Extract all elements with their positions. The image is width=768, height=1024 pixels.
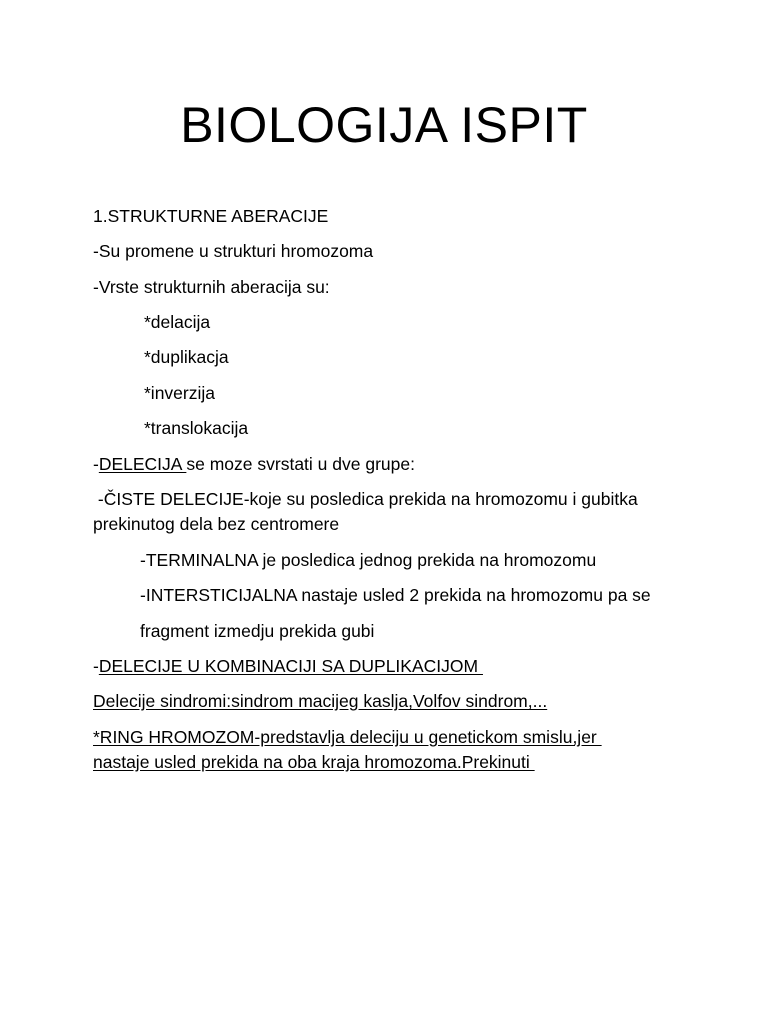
underlined-text: *RING HROMOZOM-predstavlja deleciju u genetickom smislu,jer: [93, 727, 602, 747]
text-line: -ČISTE DELECIJE-koje su posledica prekida na hromozomu i gubitka: [93, 489, 638, 509]
list-item: *inverzija: [144, 383, 215, 403]
heading-structural-aberrations: 1.STRUKTURNE ABERACIJE: [93, 206, 329, 226]
text-line: -Vrste strukturnih aberacija su:: [93, 277, 330, 297]
text-line: -Su promene u strukturi hromozoma: [93, 241, 374, 261]
document-title: BIOLOGIJA ISPIT: [180, 97, 588, 153]
underlined-term: DELECIJA: [98, 454, 187, 474]
text-line: [93, 453, 415, 475]
text-line: [93, 690, 547, 712]
underlined-text: nastaje usled prekida na oba kraja hromozoma.Prekinuti: [93, 752, 535, 772]
text-line: prekinutog dela bez centromere: [93, 514, 340, 534]
underlined-text: Delecije sindromi:sindrom macijeg kaslja,Volfov sindrom,...: [93, 691, 548, 711]
underlined-term: DELECIJE U KOMBINACIJI SA DUPLIKACIJOM: [98, 656, 483, 676]
list-item: *duplikacja: [144, 347, 229, 367]
text-line: [93, 655, 483, 677]
text-fragment: -: [93, 656, 99, 676]
text-line: -TERMINALNA je posledica jednog prekida na hromozomu: [140, 550, 597, 570]
list-item: *translokacija: [144, 418, 249, 438]
text-line: [93, 726, 602, 748]
text-fragment: se moze svrstati u dve grupe:: [186, 454, 415, 474]
list-item: *delacija: [144, 312, 211, 332]
text-line: fragment izmedju prekida gubi: [140, 621, 375, 641]
text-line: [93, 751, 535, 773]
text-line: -INTERSTICIJALNA nastaje usled 2 prekida na hromozomu pa se: [140, 585, 651, 605]
text-fragment: -: [93, 454, 99, 474]
